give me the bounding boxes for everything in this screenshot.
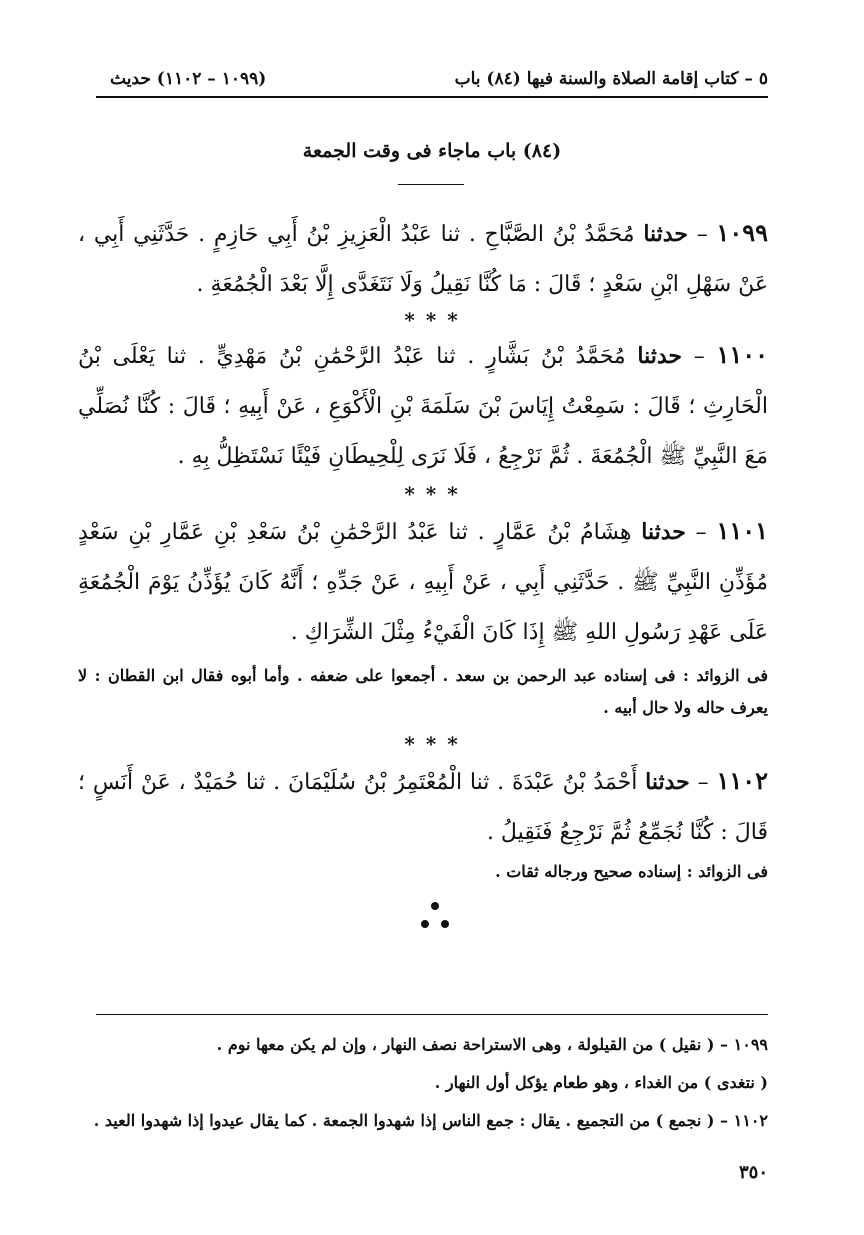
hadith-number: ١١٠٠ bbox=[716, 340, 769, 369]
separator-stars: * * * bbox=[404, 482, 460, 506]
footnote-rule bbox=[96, 1014, 768, 1015]
hadith-keyword: حدثنا bbox=[637, 343, 683, 369]
running-header bbox=[110, 62, 768, 96]
hadith-dash: – bbox=[696, 222, 708, 247]
header-rule bbox=[96, 96, 768, 98]
hadith-number: ١١٠١ bbox=[716, 516, 768, 545]
hadith-keyword: حدثنا bbox=[641, 519, 686, 545]
hadith-1102 bbox=[78, 756, 768, 858]
header-hadith-range: (١٠٩٩ – ١١٠٢) حديث bbox=[110, 69, 267, 89]
footnote-1099: ١٠٩٩ – ( نقيل ) من القيلولة ، وهى الاستراحة نصف النهار ، وإن لم يكن معها نوم . bbox=[216, 1035, 768, 1054]
hadith-number: ١٠٩٩ bbox=[716, 218, 768, 247]
zawaid-note-1102: فى الزوائد : إسناده صحيح ورجاله ثقات . bbox=[495, 862, 768, 881]
hadith-keyword: حدثنا bbox=[643, 221, 688, 247]
zawaid-note-1101: فى الزوائد : فى إسناده عبد الرحمن بن سعد . أجمعوا على ضعفه . وأما أبوه فقال ابن القطان : لا يعرف حاله ولا حال أبيه . bbox=[78, 666, 768, 717]
hadith-1100 bbox=[78, 330, 768, 482]
title-underline bbox=[398, 184, 464, 185]
hadith-keyword: حدثنا bbox=[645, 769, 690, 795]
hadith-dash: – bbox=[695, 520, 707, 545]
separator-stars: * * * bbox=[404, 308, 460, 332]
footnote-1099-continued: ( نتغدى ) من الغداء ، وهو طعام يؤكل أول النهار . bbox=[434, 1073, 768, 1092]
hadith-text: مُحَمَّدُ بْنُ بَشَّارٍ . ثنا عَبْدُ الرَّحْمَٰنِ بْنُ مَهْدِيٍّ . ثنا يَعْلَى بْنُ الْحَارِثِ ؛ قَالَ : سَمِعْتُ إِيَاسَ بْنَ سَلَمَةَ بْنِ الْأَكْوَعِ ، عَنْ أَبِيهِ ؛ قَالَ : كُنَّا نُصَلِّي مَعَ النَّبِيِّ ﷺ الْجُمُعَةَ . ثُمَّ نَرْجِعُ ، فَلَا نَرَى لِلْحِيطَانِ فَيْئًا نَسْتَظِلُّ بِهِ . bbox=[78, 344, 768, 469]
hadith-dash: – bbox=[697, 770, 709, 795]
separator-stars: * * * bbox=[404, 732, 460, 756]
chapter-title: (٨٤) باب ماجاء فى وقت الجمعة bbox=[302, 140, 562, 162]
hadith-number: ١١٠٢ bbox=[716, 766, 768, 795]
end-ornament-icon bbox=[415, 898, 455, 934]
hadith-1101 bbox=[78, 506, 768, 658]
hadith-1099 bbox=[78, 208, 768, 310]
footnote-1102: ١١٠٢ – ( نجمع ) من التجميع . يقال : جمع الناس إذا شهدوا الجمعة . كما يقال عيدوا إذا شهدوا العيد . bbox=[93, 1111, 768, 1130]
header-chapter-title: ٥ – كتاب إقامة الصلاة والسنة فيها (٨٤) باب bbox=[454, 69, 768, 89]
hadith-text: هِشَامُ بْنُ عَمَّارٍ . ثنا عَبْدُ الرَّحْمَٰنِ بْنُ سَعْدِ بْنِ عَمَّارِ بْنِ سَعْدٍ مُؤَذِّنِ النَّبِيِّ ﷺ . حَدَّثَنِي أَبِي ، عَنْ أَبِيهِ ، عَنْ جَدِّهِ ؛ أَنَّهُ كَانَ يُؤَذِّنُ يَوْمَ الْجُمُعَةِ عَلَى عَهْدِ رَسُولِ اللهِ ﷺ إِذَا كَانَ الْفَيْءُ مِثْلَ الشِّرَاكِ . bbox=[78, 520, 768, 645]
hadith-text: أَحْمَدُ بْنُ عَبْدَةَ . ثنا الْمُعْتَمِرُ بْنُ سُلَيْمَانَ . ثنا حُمَيْدٌ ، عَنْ أَنَسٍ ؛ قَالَ : كُنَّا نُجَمِّعُ ثُمَّ نَرْجِعُ فَنَقِيلُ . bbox=[78, 770, 768, 845]
hadith-dash: – bbox=[693, 344, 705, 369]
page-number: ٣٥٠ bbox=[738, 1162, 768, 1183]
hadith-text: مُحَمَّدُ بْنُ الصَّبَّاحِ . ثنا عَبْدُ الْعَزِيزِ بْنُ أَبِي حَازِمٍ . حَدَّثَنِي أَبِي ، عَنْ سَهْلِ ابْنِ سَعْدٍ ؛ قَالَ : مَا كُنَّا نَقِيلُ وَلَا نَتَغَدَّى إِلَّا بَعْدَ الْجُمُعَةِ . bbox=[78, 222, 768, 297]
